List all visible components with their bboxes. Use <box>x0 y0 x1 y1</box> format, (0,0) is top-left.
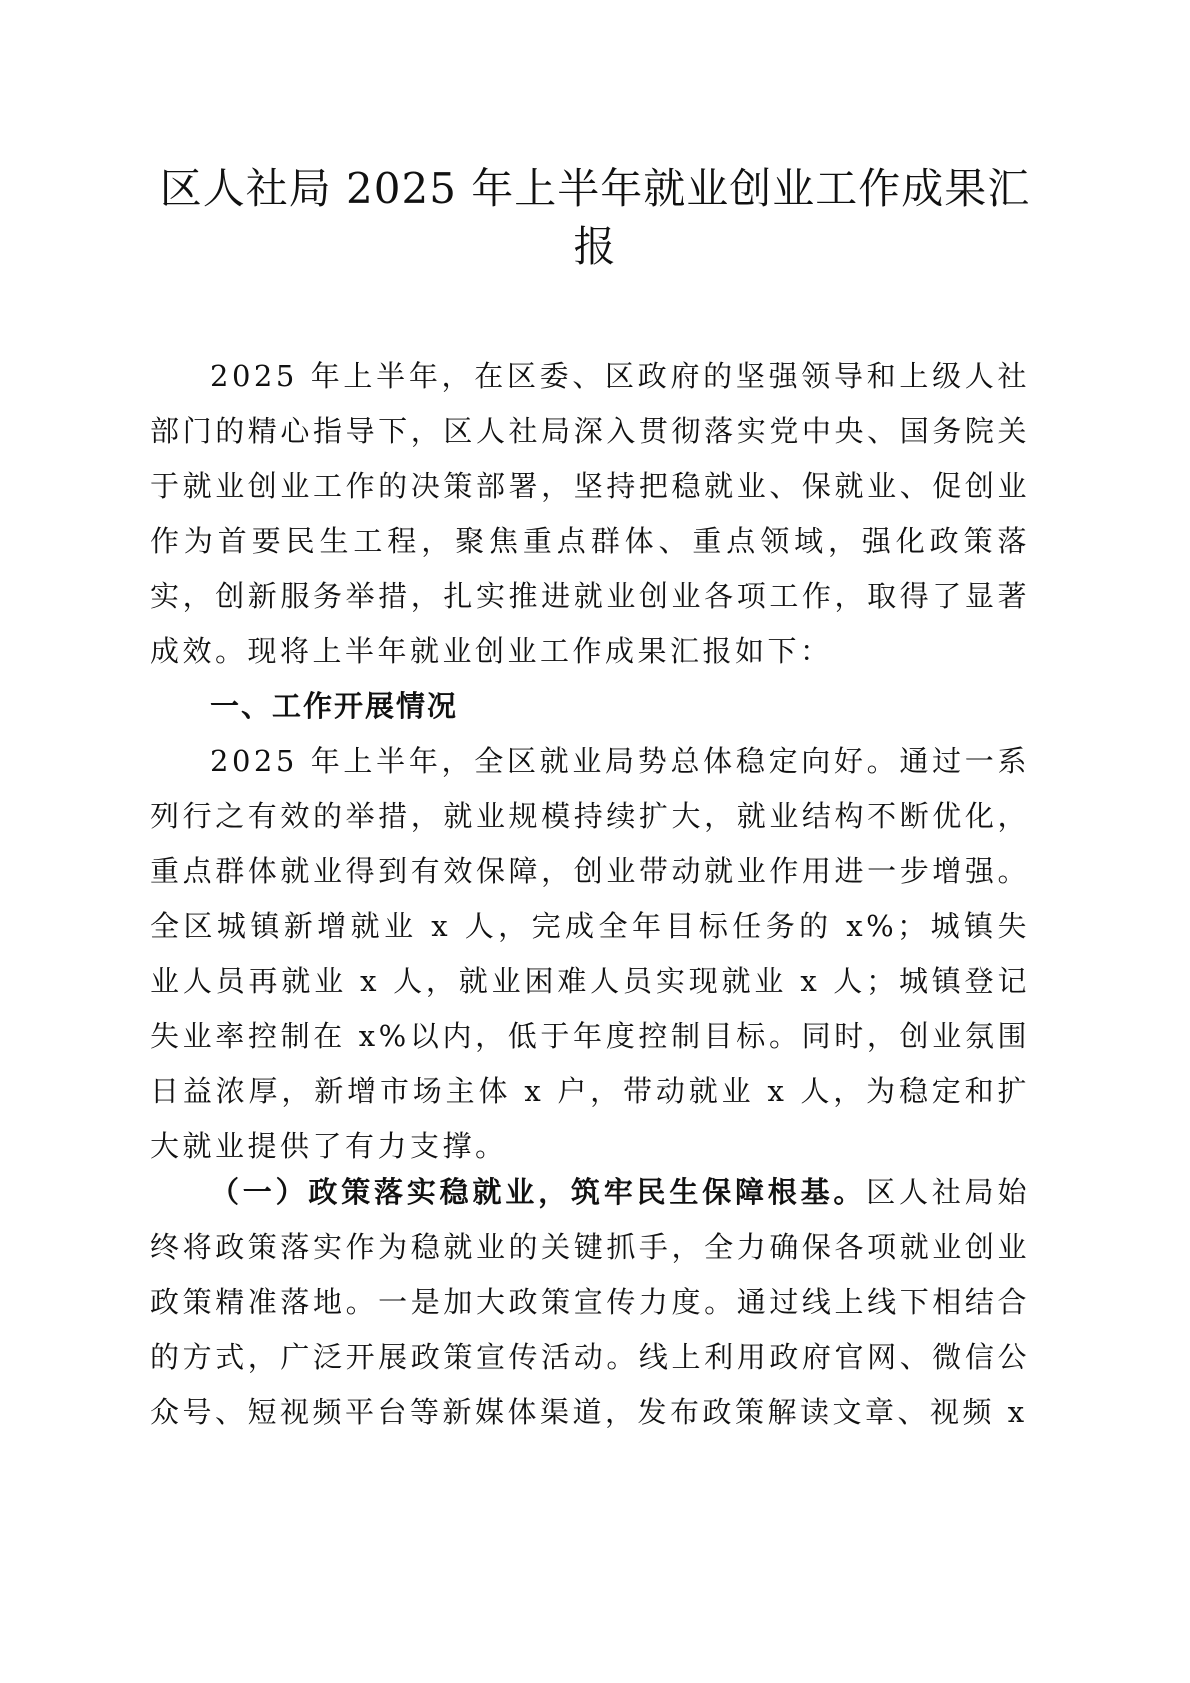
subsection-paragraph <box>150 1165 1030 1440</box>
document-title: 区人社局 2025 年上半年就业创业工作成果汇报 <box>159 164 1031 271</box>
section-heading: 一、工作开展情况 <box>210 689 459 723</box>
subsection-text: 区人社局始终将政策落实作为稳就业的关键抓手，全力确保各项就业创业政策精准落地。一是加大政策宣传力度。通过线上线下相结合的方式，广泛开展政策宣传活动。线上利用政府官网、微信公众号、短视频平台等新媒体渠道，发布政策解读文章、视频 x <box>150 1175 1030 1429</box>
subsection-lead: （一）政策落实稳就业，筑牢民生保障根基。 <box>210 1175 867 1209</box>
intro-paragraph: 2025 年上半年，在区委、区政府的坚强领导和上级人社部门的精心指导下，区人社局深入贯彻落实党中央、国务院关于就业创业工作的决策部署，坚持把稳就业、保就业、促创业作为首要民生工程，聚焦重点群体、重点领域，强化政策落实，创新服务举措，扎实推进就业创业各项工作，取得了显著成效。现将上半年就业创业工作成果汇报如下： <box>150 359 1030 668</box>
section-paragraph: 2025 年上半年，全区就业局势总体稳定向好。通过一系列行之有效的举措，就业规模持续扩大，就业结构不断优化，重点群体就业得到有效保障，创业带动就业作用进一步增强。全区城镇新增就业 x 人，完成全年目标任务的 x%；城镇失业人员再就业 x 人，就业困难人员实现就业 x 人；城镇登记失业率控制在 x%以内，低于年度控制目标。同时，创业氛围日益浓厚，新增市场主体 x 户，带动就业 x 人，为稳定和扩大就业提供了有力支撑。 <box>150 744 1030 1163</box>
